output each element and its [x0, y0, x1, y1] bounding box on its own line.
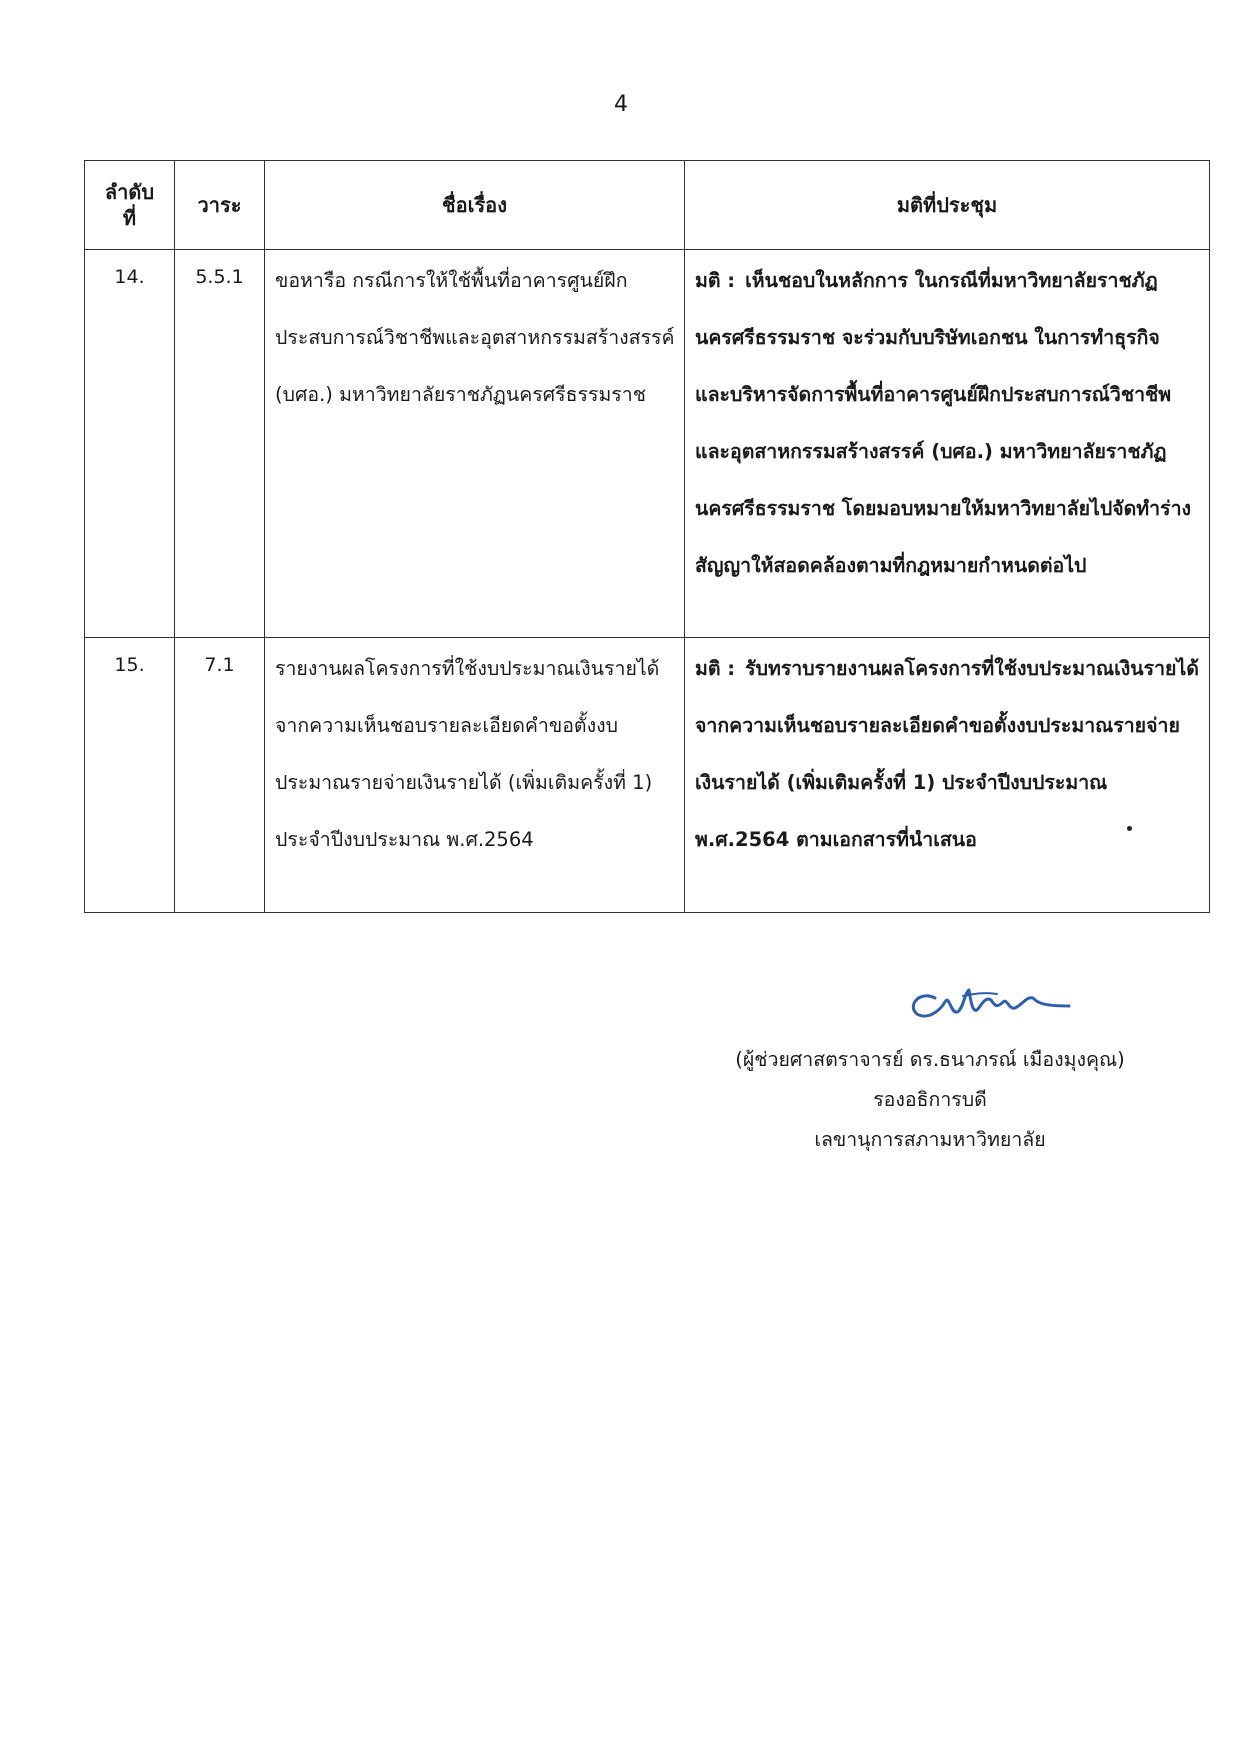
resolution-cell — [685, 638, 1210, 913]
agenda-number: 7.1 — [175, 638, 265, 913]
signer-name: (ผู้ช่วยศาสตราจารย์ ดร.ธนาภรณ์ เมืองมุงคุณ) — [735, 1048, 1125, 1071]
page-number: 4 — [614, 92, 628, 117]
row-number: 14. — [85, 250, 175, 638]
resolution-cell — [685, 250, 1210, 638]
minutes-table — [84, 160, 1210, 913]
stray-dot-mark — [1127, 826, 1132, 831]
row-number: 15. — [85, 638, 175, 913]
header-no: ลำดับ ที่ — [85, 161, 175, 250]
header-agenda: วาระ — [175, 161, 265, 250]
table-header-row — [85, 161, 1210, 250]
header-resolution: มติที่ประชุม — [685, 161, 1210, 250]
signer-role: เลขานุการสภามหาวิทยาลัย — [814, 1128, 1046, 1151]
resolution-text: เห็นชอบในหลักการ ในกรณีที่มหาวิทยาลัยราชภัฏนครศรีธรรมราช จะร่วมกับบริษัทเอกชน ในการทำธุรกิจ และบริหารจัดการพื้นที่อาคารศูนย์ฝึกประสบการณ์วิชาชีพและอุตสาหกรรมสร้างสรรค์ (บศอ.) มหาวิทยาลัยราชภัฏนครศรีธรรมราช โดยมอบหมายให้มหาวิทยาลัยไปจัดทำร่างสัญญาให้สอดคล้องตามที่กฎหมายกำหนดต่อไป — [695, 269, 1192, 577]
signer-position: รองอธิการบดี — [873, 1088, 987, 1111]
table-row — [85, 638, 1210, 913]
agenda-title: รายงานผลโครงการที่ใช้งบประมาณเงินรายได้ จากความเห็นชอบรายละเอียดคำขอตั้งงบประมาณรายจ่ายเงินรายได้ (เพิ่มเติมครั้งที่ 1) ประจำปีงบประมาณ พ.ศ.2564 — [265, 638, 685, 913]
agenda-number: 5.5.1 — [175, 250, 265, 638]
handwritten-signature — [905, 980, 1075, 1028]
resolution-label: มติ : — [695, 269, 736, 292]
resolution-label: มติ : — [695, 657, 736, 680]
agenda-title: ขอหารือ กรณีการให้ใช้พื้นที่อาคารศูนย์ฝึกประสบการณ์วิชาชีพและอุตสาหกรรมสร้างสรรค์ (บศอ.) มหาวิทยาลัยราชภัฏนครศรีธรรมราช — [265, 250, 685, 638]
resolution-text: รับทราบรายงานผลโครงการที่ใช้งบประมาณเงินรายได้ จากความเห็นชอบรายละเอียดคำขอตั้งงบประมาณรายจ่ายเงินรายได้ (เพิ่มเติมครั้งที่ 1) ประจำปีงบประมาณ พ.ศ.2564 ตามเอกสารที่นำเสนอ — [695, 657, 1199, 851]
signature-block — [690, 1040, 1170, 1160]
table-row — [85, 250, 1210, 638]
header-title: ชื่อเรื่อง — [265, 161, 685, 250]
